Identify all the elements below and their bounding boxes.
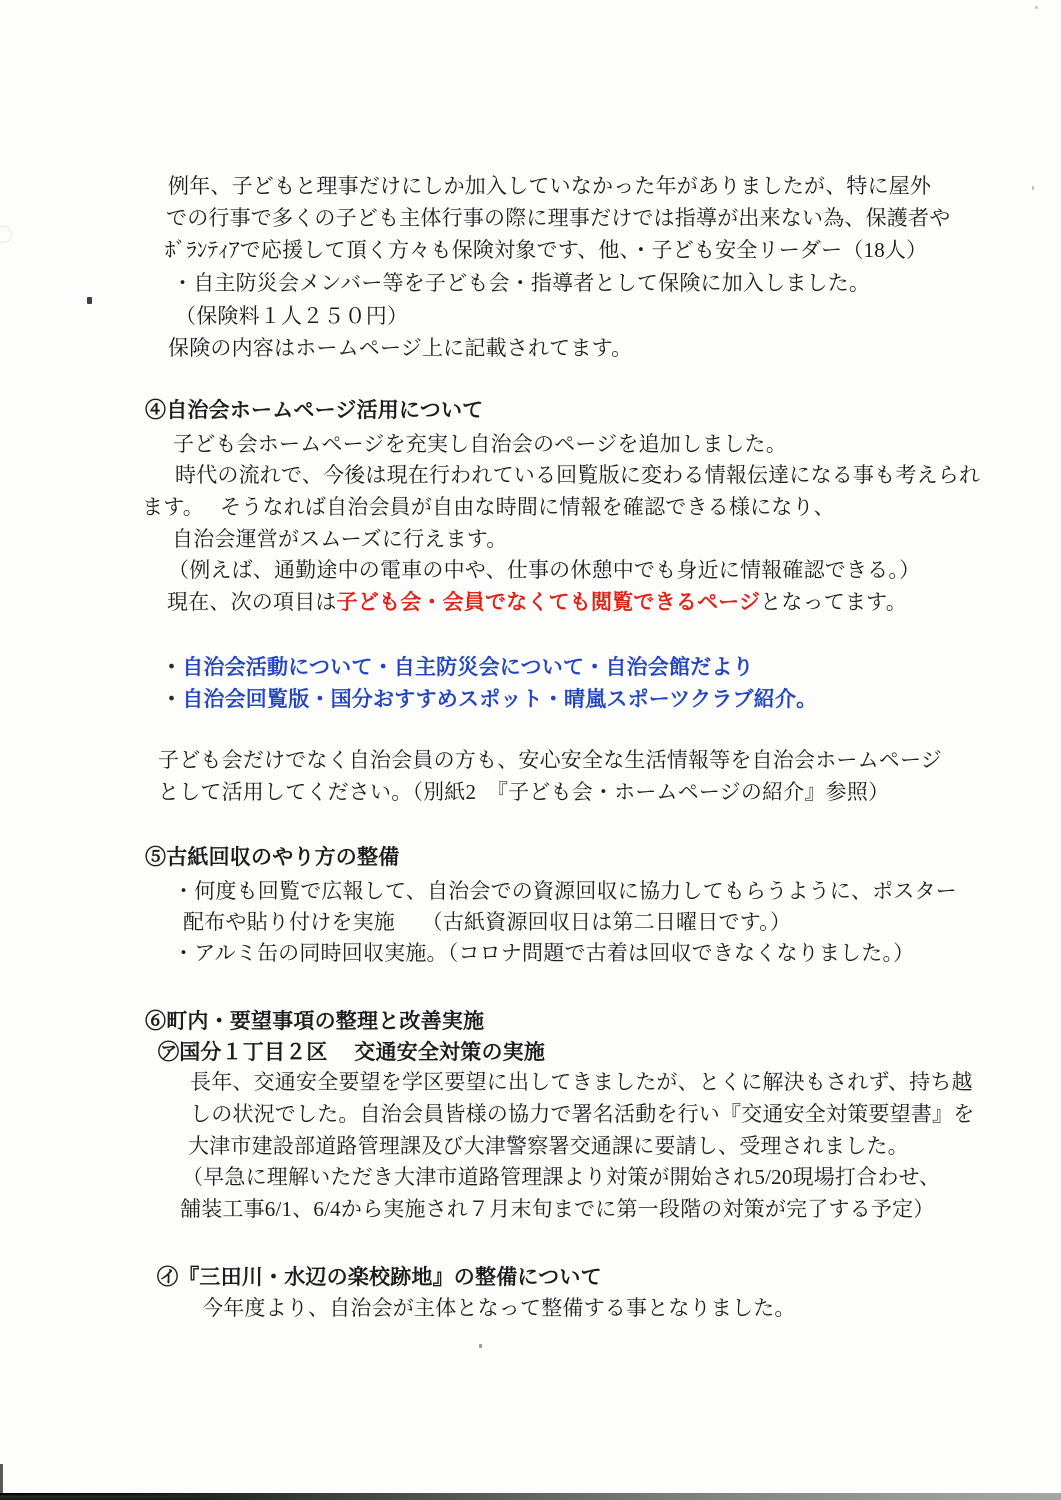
public-pages-line (161, 688, 817, 711)
homepage-closing-line: として活用してください。（別紙2 『子ども会・ホームページの紹介』参照） (158, 780, 890, 804)
homepage-closing-line: 子ども会だけでなく自治会員の方も、安心安全な生活情報等を自治会ホームページ (158, 748, 942, 772)
scan-bottom-edge (0, 1493, 1061, 1500)
public-pages-text-blue: 自治会活動について・自主防災会について・自治会館だより (182, 655, 754, 679)
traffic-body-line: 長年、交通安全要望を学区要望に出してきましたが、とくに解決もされず、持ち越 (190, 1070, 973, 1094)
public-pages-text-blue: 自治会回覧版・国分おすすめスポット・晴嵐スポーツクラブ紹介。 (182, 687, 818, 711)
status-highlight-red: 子ども会・会員でなくても閲覧できるページ (336, 590, 761, 614)
intro-line: での行事で多くの子ども主体行事の際に理事だけでは指導が出来ない為、保護者や (166, 206, 951, 230)
scan-artifact-speck (1035, 6, 1038, 9)
subsection-heading-traffic: ㋐国分１丁目２区 交通安全対策の実施 (158, 1040, 546, 1064)
intro-line: 例年、子どもと理事だけにしか加入していなかった年がありましたが、特に屋外 (168, 174, 932, 198)
homepage-body-line: （例えば、通勤途中の電車の中や、仕事の休憩中でも身近に情報確認できる。） (168, 558, 921, 582)
recycle-item-line: 配布や貼り付けを実施 （古紙資源回収日は第二日曜日です。） (183, 910, 792, 934)
section-heading-requests: ⑥町内・要望事項の整理と改善実施 (145, 1009, 485, 1033)
scan-artifact-ring (0, 226, 12, 243)
scan-artifact-speck (479, 1344, 482, 1348)
list-bullet: ・ (161, 655, 183, 679)
scan-artifact-speck (1032, 186, 1034, 190)
intro-line: ・自主防災会メンバー等を子ども会・指導者として保険に加入しました。 (172, 271, 871, 295)
intro-line: （保険料１人２５０円） (175, 304, 409, 328)
traffic-body-line: 大津市建設部道路管理課及び大津警察署交通課に要請し、受理されました。 (188, 1134, 909, 1158)
traffic-body-line: （早急に理解いただき大津市道路管理課より対策が開始され5/20現場打合わせ、 (182, 1165, 941, 1189)
section-heading-homepage: ④自治会ホームページ活用について (145, 398, 484, 422)
homepage-body-line: 子ども会ホームページを充実し自治会のページを追加しました。 (173, 432, 787, 456)
public-pages-line (161, 656, 754, 679)
recycle-item-line: ・何度も回覧で広報して、自治会での資源回収に協力してもらうように、ポスター (173, 879, 957, 903)
traffic-body-line: 舗装工事6/1、6/4から実施され７月末旬までに第一段階の対策が完了する予定） (180, 1197, 935, 1221)
status-suffix: となってます。 (760, 590, 907, 614)
section-heading-recycle: ⑤古紙回収のやり方の整備 (145, 845, 400, 869)
list-bullet: ・ (161, 687, 183, 711)
homepage-body-line: 時代の流れで、今後は現在行われている回覧版に変わる情報伝達になる事も考えられ (175, 463, 981, 487)
homepage-body-line: 自治会運営がスムーズに行えます。 (172, 527, 508, 551)
intro-line: 保険の内容はホームページ上に記載されてます。 (168, 336, 633, 360)
mitagawa-body-line: 今年度より、自治会が主体となって整備する事となりました。 (202, 1296, 796, 1320)
status-prefix: 現在、次の項目は (167, 590, 337, 614)
scan-edge-mark (0, 1464, 3, 1494)
homepage-status-line (167, 591, 907, 614)
subsection-heading-mitagawa: ㋑『三田川・水辺の楽校跡地』の整備について (157, 1265, 602, 1289)
traffic-body-line: しの状況でした。自治会員皆様の協力で署名活動を行い『交通安全対策要望書』を (190, 1102, 975, 1126)
homepage-body-line: ます。 そうなれば自治会員が自由な時間に情報を確認できる様になり、 (142, 495, 835, 519)
recycle-item-line: ・アルミ缶の同時回収実施。（コロナ問題で古着は回収できなくなりました。） (173, 941, 915, 965)
intro-line: ﾎﾞﾗﾝﾃｨｱで応援して頂く方々も保険対象です、他、・子ども安全リーダー（18人） (165, 238, 928, 262)
scan-artifact-speck (87, 297, 92, 304)
